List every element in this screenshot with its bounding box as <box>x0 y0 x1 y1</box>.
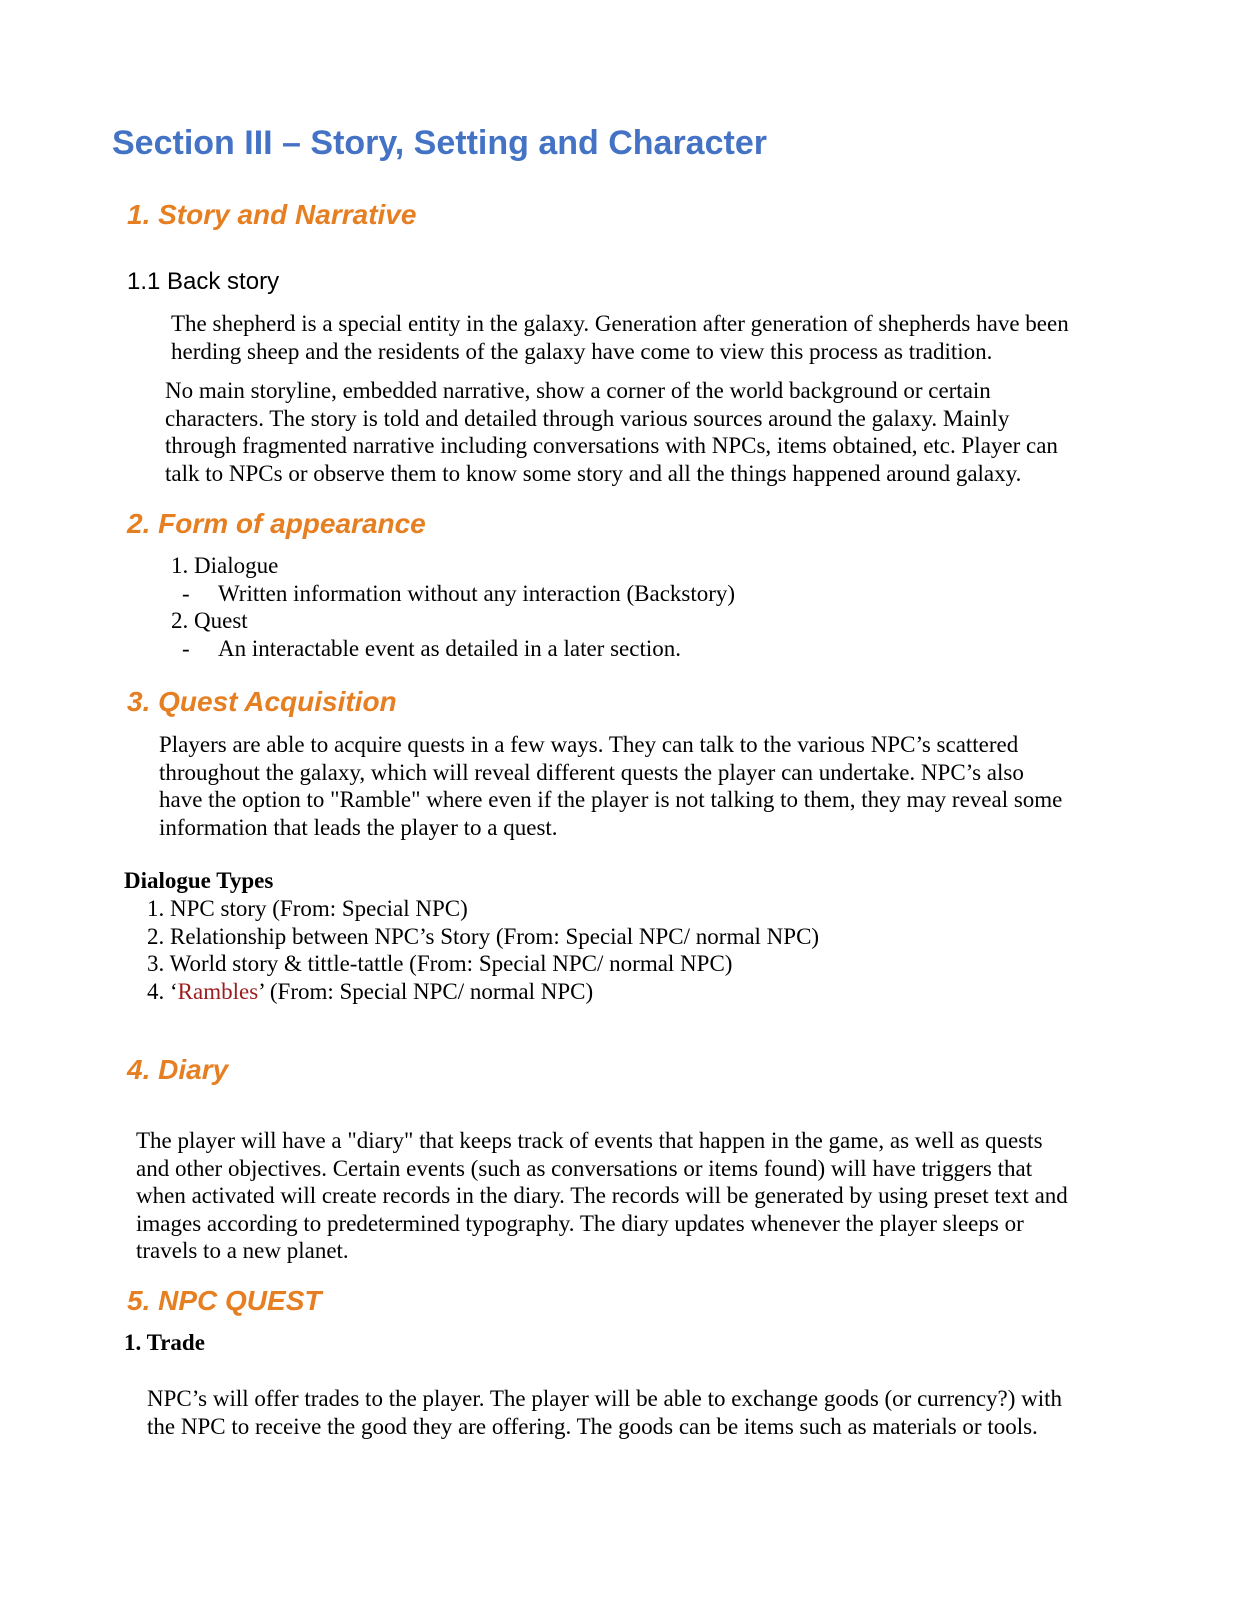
text-line: travels to a new planet. <box>136 1238 349 1263</box>
back-story-paragraph-1 <box>171 310 1069 365</box>
text-line: The shepherd is a special entity in the galaxy. Generation after generation of shepherds have been <box>171 311 1069 336</box>
section-heading-diary: 4. Diary <box>127 1054 229 1085</box>
text-line: talk to NPCs or observe them to know some story and all the things happened around galaxy. <box>165 460 1022 486</box>
list-dash: - <box>182 636 190 661</box>
text-line: information that leads the player to a quest. <box>159 814 558 840</box>
section-heading-quest-acquisition: 3. Quest Acquisition <box>127 686 397 717</box>
text-line: through fragmented narrative including conversations with NPCs, items obtained, etc. Player can <box>165 433 1058 458</box>
text-line: characters. The story is told and detailed through various sources around the galaxy. Mainly <box>165 405 1010 431</box>
dialogue-types-list <box>147 895 819 1005</box>
section-heading-form-of-appearance: 2. Form of appearance <box>127 508 426 539</box>
subsection-heading-trade: 1. Trade <box>124 1330 205 1355</box>
trade-paragraph <box>147 1385 1062 1440</box>
list-item-dialogue-detail: Written information without any interaction (Backstory) <box>218 581 736 606</box>
list-dash: - <box>182 581 190 606</box>
list-item-quest: 2. Quest <box>171 608 248 633</box>
section-heading-story-narrative: 1. Story and Narrative <box>127 199 417 230</box>
diary-paragraph <box>136 1127 1068 1265</box>
list-item-dialogue: 1. Dialogue <box>171 553 279 578</box>
list-item: 3. World story & tittle-tattle (From: Special NPC/ normal NPC) <box>147 951 733 976</box>
subsection-heading-back-story: 1.1 Back story <box>127 268 280 295</box>
text-line: No main storyline, embedded narrative, show a corner of the world background or certain <box>165 378 991 403</box>
text-line: Players are able to acquire quests in a few ways. They can talk to the various NPC’s scattered <box>159 732 1019 757</box>
text-line: herding sheep and the residents of the galaxy have come to view this process as tradition. <box>171 338 993 364</box>
text-line: and other objectives. Certain events (such as conversations or items found) will have triggers that <box>136 1155 1033 1181</box>
dialogue-types-heading: Dialogue Types <box>124 868 274 893</box>
text-line: throughout the galaxy, which will reveal different quests the player can undertake. NPC’s also <box>159 759 1024 785</box>
list-item: 2. Relationship between NPC’s Story (From: Special NPC/ normal NPC) <box>147 923 820 949</box>
text-line: images according to predetermined typography. The diary updates whenever the player sleeps or <box>136 1210 1024 1236</box>
back-story-paragraph-2 <box>165 377 1058 487</box>
text-line: the NPC to receive the good they are offering. The goods can be items such as materials or tools. <box>147 1413 1038 1439</box>
text-line: when activated will create records in the diary. The records will be generated by using preset text and <box>136 1183 1068 1208</box>
text-line: The player will have a "diary" that keeps track of events that happen in the game, as well as quests <box>136 1128 1043 1153</box>
section-heading-npc-quest: 5. NPC QUEST <box>127 1285 322 1316</box>
rambles-highlight: Rambles <box>177 978 259 1004</box>
list-item-prefix: 4. ‘ <box>147 978 178 1004</box>
quest-acquisition-paragraph <box>159 731 1062 841</box>
page-title: Section III – Story, Setting and Character <box>112 124 767 162</box>
list-item <box>147 978 819 1006</box>
list-item-suffix: ’ (From: Special NPC/ normal NPC) <box>258 978 594 1004</box>
text-line: have the option to "Ramble" where even if the player is not talking to them, they may reveal some <box>159 787 1063 812</box>
list-item: 1. NPC story (From: Special NPC) <box>147 896 468 921</box>
text-line: NPC’s will offer trades to the player. The player will be able to exchange goods (or currency?) with <box>147 1386 1063 1411</box>
list-item-quest-detail: An interactable event as detailed in a later section. <box>218 636 681 661</box>
